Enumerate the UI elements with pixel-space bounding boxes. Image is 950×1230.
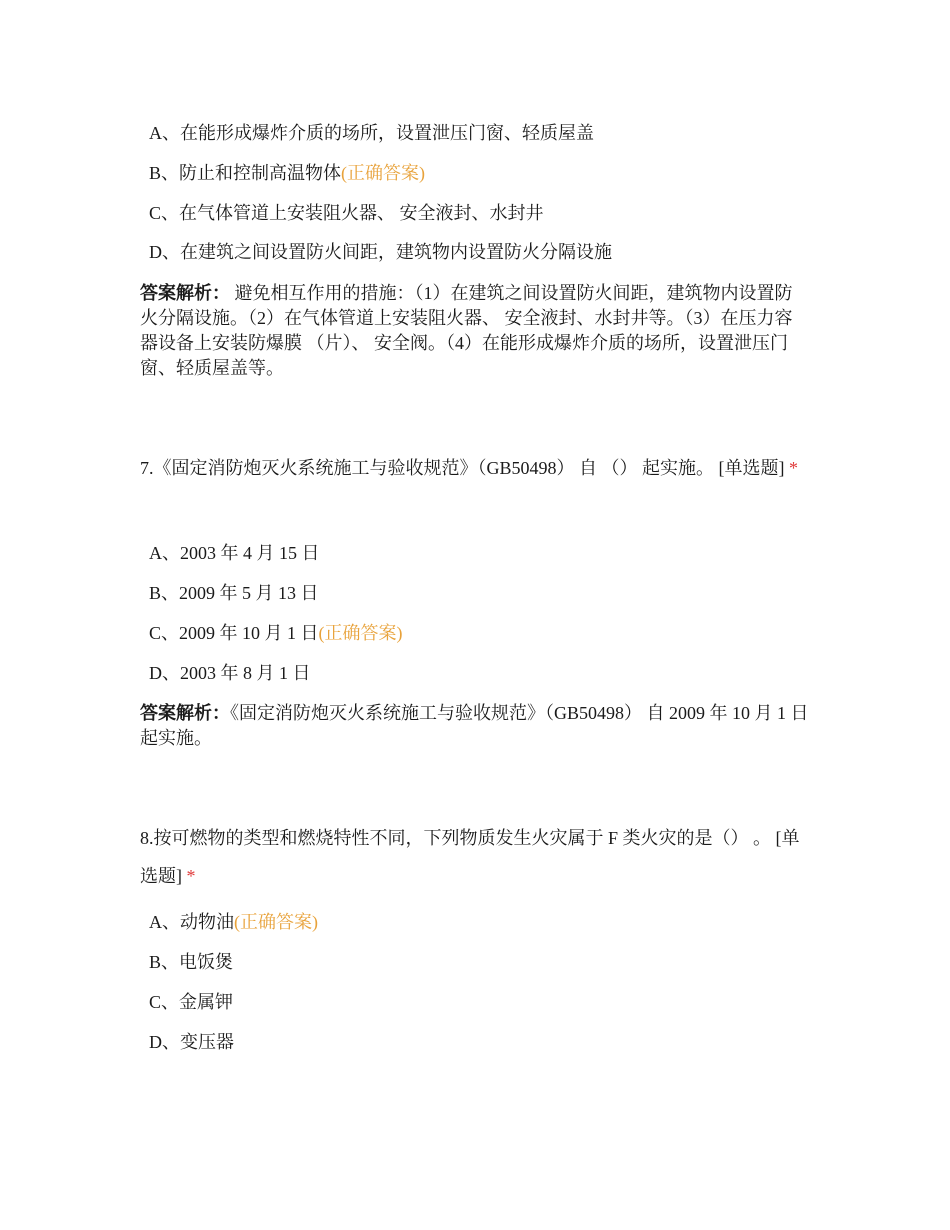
correct-answer-mark: (正确答案) <box>341 163 426 183</box>
q7-option-d: D、2003 年 8 月 1 日 <box>149 663 311 683</box>
q6-option-d: D、在建筑之间设置防火间距，建筑物内设置防火分隔设施 <box>149 242 612 262</box>
q7-question: 7.《固定消防炮灭火系统施工与验收规范》（GB50498） 自 （） 起实施。 [单选题] * <box>140 458 798 478</box>
analysis-label: 答案解析： <box>140 703 230 723</box>
q6-option-c: C、在气体管道上安装阻火器、 安全液封、水封井 <box>149 203 544 223</box>
required-mark: * <box>186 866 196 886</box>
q7-answer-analysis <box>140 701 810 751</box>
q8-option-a: A、动物油(正确答案) <box>149 912 318 932</box>
q8-option-c: C、金属钾 <box>149 992 234 1012</box>
required-mark: * <box>789 458 798 478</box>
q8-question: 8.按可燃物的类型和燃烧特性不同，下列物质发生火灾属于 F 类火灾的是（） 。 [单选题] * <box>140 828 800 886</box>
q6-answer-analysis <box>140 281 810 381</box>
correct-answer-mark: (正确答案) <box>318 623 403 643</box>
analysis-text: 《固定消防炮灭火系统施工与验收规范》（GB50498） 自 2009 年 10 月 1 日起实施。 <box>140 703 809 748</box>
q6-option-b: B、防止和控制高温物体(正确答案) <box>149 163 426 183</box>
q7-option-b: B、2009 年 5 月 13 日 <box>149 583 319 603</box>
q7-option-a: A、2003 年 4 月 15 日 <box>149 543 320 563</box>
q8-option-b: B、电饭煲 <box>149 952 234 972</box>
analysis-label: 答案解析： <box>140 283 230 303</box>
q6-option-a: A、在能形成爆炸介质的场所，设置泄压门窗、轻质屋盖 <box>149 123 594 143</box>
q7-option-c: C、2009 年 10 月 1 日(正确答案) <box>149 623 403 643</box>
correct-answer-mark: (正确答案) <box>234 912 318 932</box>
analysis-text: 避免相互作用的措施：（1）在建筑之间设置防火间距，建筑物内设置防 火分隔设施。（2）在气体管道上安装阻火器、 安全液封、水封井等。（3）在压力容器设备上安装防爆膜 （片）、 安全阀。（4）在能形成爆炸介质的场所，设置泄压门窗、轻质屋盖等。 <box>140 283 793 378</box>
q8-option-d: D、变压器 <box>149 1032 234 1052</box>
